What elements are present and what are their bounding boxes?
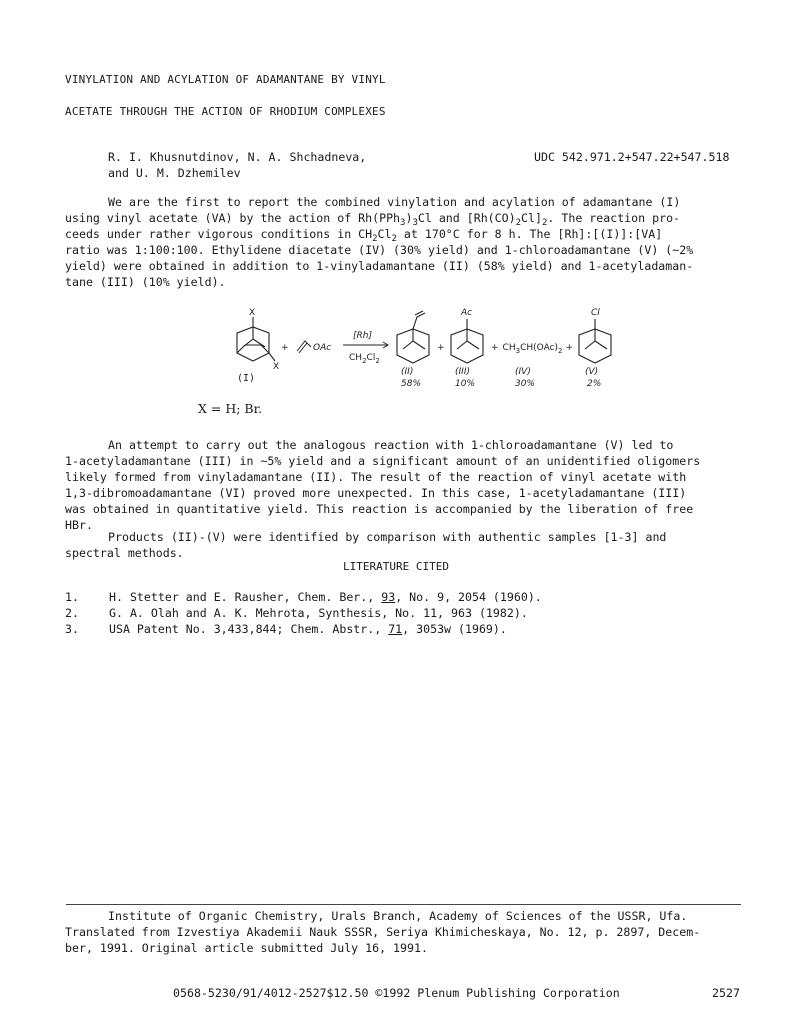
- reference-item: USA Patent No. 3,433,844; Chem. Abstr., 71, 3053w (1969).: [109, 622, 507, 636]
- publisher-code: 0568-5230/91/4012-2527$12.50 ©1992 Plenum Publishing Corporation: [173, 986, 620, 1000]
- body-line: An attempt to carry out the analogous reaction with 1-chloroadamantane (V) led to: [108, 438, 674, 452]
- scheme-x-top: X: [249, 308, 256, 318]
- body-line: 1,3-dibromoadamantane (VI) proved more unexpected. In this case, 1-acetyladamantane (III): [65, 486, 687, 500]
- oac-label: OAc: [313, 343, 332, 353]
- footnote-line: Institute of Organic Chemistry, Urals Branch, Academy of Sciences of the USSR, Ufa.: [108, 909, 688, 923]
- cl-label: Cl: [591, 308, 600, 318]
- body-line: 1-acetyladamantane (III) in ~5% yield and a significant amount of an unidentified oligomers: [65, 454, 701, 468]
- reference-item: H. Stetter and E. Rausher, Chem. Ber., 93, No. 9, 2054 (1960).: [109, 590, 542, 604]
- solvent-label: $CH_2Cl_2$: [349, 353, 380, 365]
- abstract-line: using vinyl acetate (VA) by the action of $Rh(PPh_3)_3Cl$ and $[Rh(CO)_2Cl]_2$. The reaction pro-: [65, 211, 681, 228]
- reference-item: G. A. Olah and A. K. Mehrota, Synthesis, No. 11, 963 (1982).: [109, 606, 528, 620]
- title-line-1: VINYLATION AND ACYLATION OF ADAMANTANE BY VINYL: [65, 73, 386, 86]
- body-line: Products (II)-(V) were identified by comparison with authentic samples [1-3] and: [108, 530, 667, 544]
- vinyl-group: [297, 341, 311, 353]
- ref-number: 2.: [65, 606, 79, 620]
- x-definition: X = H; Br.: [198, 401, 263, 416]
- abstract-line: ceeds under rather vigorous conditions in $CH_2Cl_2$ at 170°C for 8 h. The [Rh]:[(I)]:[VA]: [65, 227, 663, 244]
- vinyladamantane-II-structure: [397, 311, 429, 363]
- catalyst-label: [Rh]: [353, 331, 372, 341]
- label-II: (II): [401, 367, 414, 377]
- abstract-line: tane (III) (10% yield).: [65, 275, 226, 289]
- yield-V: 2%: [587, 379, 602, 389]
- udc-code: UDC 542.971.2+547.22+547.518: [534, 150, 730, 164]
- body-line: was obtained in quantitative yield. This reaction is accompanied by the liberation of free: [65, 502, 694, 516]
- plus-1: +: [281, 343, 289, 353]
- ref-number: 1.: [65, 590, 79, 604]
- scheme-x-side: X: [273, 362, 280, 372]
- body-line: likely formed from vinyladamantane (II). The result of the reaction of vinyl acetate with: [65, 470, 687, 484]
- adamantane-I-structure: [237, 317, 275, 361]
- abstract-line: We are the first to report the combined vinylation and acylation of adamantane (I): [108, 195, 681, 209]
- chloroadamantane-V-structure: [579, 319, 611, 363]
- label-III: (III): [455, 367, 470, 377]
- ref-number: 3.: [65, 622, 79, 636]
- authors-line-1: R. I. Khusnutdinov, N. A. Shchadneva,: [108, 150, 367, 164]
- ac-label: Ac: [461, 308, 473, 318]
- yield-IV: 30%: [515, 379, 536, 389]
- label-I: (I): [237, 373, 256, 384]
- label-V: (V): [585, 367, 599, 377]
- authors-line-2: and U. M. Dzhemilev: [108, 166, 241, 180]
- literature-heading: LITERATURE CITED: [343, 560, 449, 573]
- acetyladamantane-III-structure: [451, 319, 483, 363]
- body-line: HBr.: [65, 518, 93, 532]
- body-line: spectral methods.: [65, 546, 184, 560]
- product-IV-formula: + $CH_3CH(OAc)_2$ +: [491, 343, 574, 355]
- abstract-line: yield) were obtained in addition to 1-vinyladamantane (II) (58% yield) and 1-acetyladaman-: [65, 259, 694, 273]
- reaction-scheme: [215, 305, 635, 415]
- footnote-rule: [66, 904, 741, 905]
- footnote-line: ber, 1991. Original article submitted July 16, 1991.: [65, 941, 428, 955]
- abstract-line: ratio was 1:100:100. Ethylidene diacetate (IV) (30% yield) and 1-chloroadamantane (V) (~2%: [65, 243, 694, 257]
- yield-III: 10%: [455, 379, 476, 389]
- footnote-line: Translated from Izvestiya Akademii Nauk SSSR, Seriya Khimicheskaya, No. 12, p. 2897, Decem-: [65, 925, 701, 939]
- label-IV: (IV): [515, 367, 531, 377]
- yield-II: 58%: [401, 379, 422, 389]
- title-line-2: ACETATE THROUGH THE ACTION OF RHODIUM COMPLEXES: [65, 105, 386, 118]
- page-number: 2527: [712, 986, 740, 1000]
- plus-2: +: [437, 343, 445, 353]
